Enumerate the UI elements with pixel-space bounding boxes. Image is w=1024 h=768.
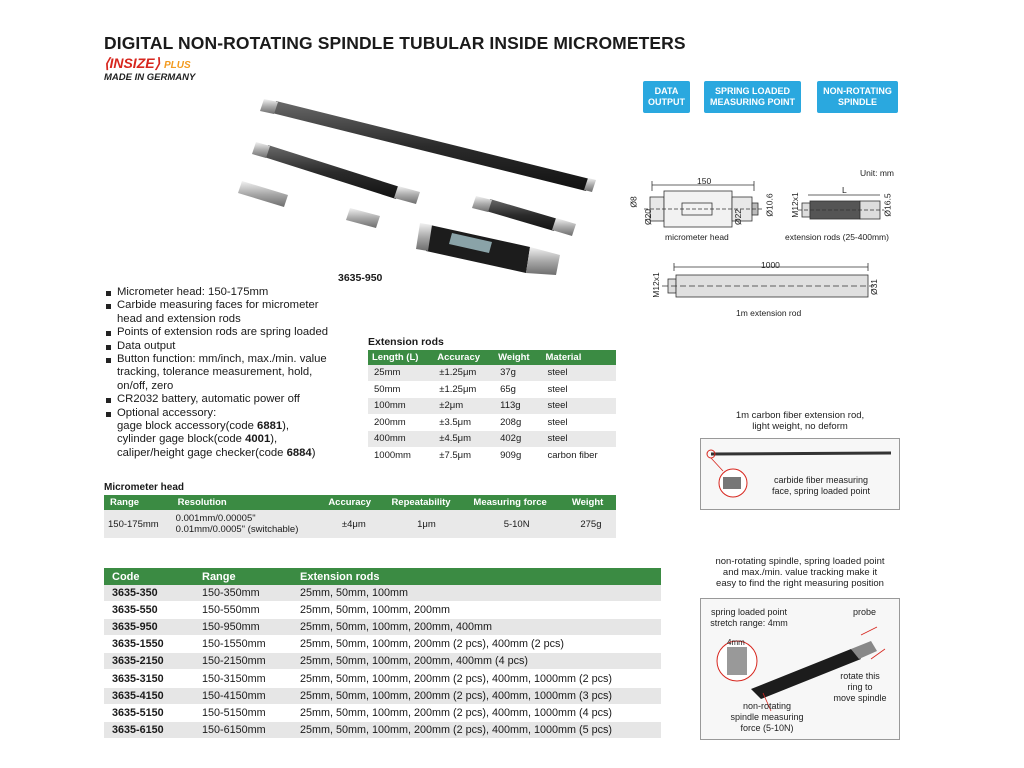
table-cell: 25mm, 50mm, 100mm, 200mm, 400mm (4 pcs): [292, 653, 661, 670]
model-code-table: [104, 568, 661, 739]
dimension-label: M12x1: [650, 272, 661, 298]
brand-logo: [104, 55, 191, 72]
table-cell: 208g: [494, 414, 541, 431]
list-item: CR2032 battery, automatic power off: [105, 393, 345, 406]
drawing-caption-1m: 1m extension rod: [736, 308, 802, 318]
feature-badge-data-output: DATA OUTPUT: [643, 81, 690, 113]
table-cell: 150-5150mm: [194, 704, 292, 721]
brand-plus: PLUS: [163, 60, 191, 71]
table-header-row: [368, 350, 616, 365]
table-row: [104, 585, 661, 602]
table-cell: steel: [541, 365, 616, 381]
table-cell: 65g: [494, 381, 541, 398]
accessory-code: 4001: [245, 433, 271, 446]
dimension-label: Ø8: [628, 196, 639, 208]
rod-25mm: [238, 181, 288, 207]
dimension-label: 1000: [761, 260, 780, 270]
table-cell: 150-6150mm: [194, 721, 292, 738]
list-item: Data output: [105, 340, 345, 353]
column-header: Accuracy: [433, 350, 494, 365]
table-cell: 25mm, 50mm, 100mm, 200mm: [292, 602, 661, 619]
feature-badge-spring-loaded: SPRING LOADED MEASURING POINT: [704, 81, 801, 113]
table-cell: 113g: [494, 398, 541, 415]
table-row: [368, 365, 616, 381]
table-cell: 3635-5150: [104, 704, 194, 721]
feature-badge-non-rotating: NON-ROTATING SPINDLE: [817, 81, 898, 113]
table-row: [104, 602, 661, 619]
stretch-callout: [705, 607, 793, 629]
carbon-note-line: light weight, no deform: [752, 421, 848, 432]
table-cell: 5-10N: [467, 510, 565, 538]
dimension-label: L: [842, 185, 847, 195]
table-cell: steel: [541, 381, 616, 398]
column-header: Material: [541, 350, 616, 365]
rotate-callout: [825, 671, 895, 704]
carbon-callout: [751, 475, 891, 497]
column-header: Resolution: [172, 495, 323, 510]
table-cell: 3635-3150: [104, 670, 194, 687]
dimension-label: Ø22: [733, 208, 744, 226]
table-cell: 150-4150mm: [194, 687, 292, 704]
table-cell: 400mm: [368, 431, 433, 448]
column-header: Measuring force: [467, 495, 565, 510]
accessory-code: 6881: [257, 420, 283, 433]
brand-arrows-icon: ⟨: [104, 55, 110, 71]
dimension-label: Ø10.6: [764, 193, 775, 217]
table-cell: 150-950mm: [194, 619, 292, 636]
table-row: [104, 636, 661, 653]
table-cell: 150-1550mm: [194, 636, 292, 653]
dimension-label: M12x1: [789, 192, 800, 218]
dimension-label: Ø20: [643, 208, 654, 226]
table-cell: 25mm, 50mm, 100mm, 200mm (2 pcs), 400mm, 1000mm (5 pcs): [292, 721, 661, 738]
carbon-rod-illustration: [701, 439, 899, 509]
list-item: Points of extension rods are spring loaded: [105, 326, 345, 339]
spindle-note-line: easy to find the right measuring position: [716, 578, 884, 589]
table-cell: 1μm: [385, 510, 467, 538]
table-row: [368, 381, 616, 398]
table-header-row: [104, 568, 661, 585]
table-cell: steel: [541, 431, 616, 448]
table-row: [104, 704, 661, 721]
table-cell: steel: [541, 414, 616, 431]
list-item: Micrometer head: 150-175mm: [105, 286, 345, 299]
table-cell: 150-3150mm: [194, 670, 292, 687]
micrometer-head: [416, 223, 560, 275]
stretch-callout-line: spring loaded point: [710, 607, 788, 617]
table-row: [104, 721, 661, 738]
column-header: Length (L): [368, 350, 433, 365]
micrometer-head-table: [104, 495, 616, 538]
product-model-label: 3635-950: [338, 272, 383, 284]
table-cell: 402g: [494, 431, 541, 448]
extension-rods-caption: Extension rods: [368, 336, 444, 348]
table-cell: 150-550mm: [194, 602, 292, 619]
nonrot-callout-line: spindle measuring: [730, 712, 804, 722]
table-row: [104, 687, 661, 704]
table-cell: carbon fiber: [541, 447, 616, 464]
table-cell: 25mm, 50mm, 100mm: [292, 585, 661, 602]
table-row: [368, 431, 616, 448]
table-cell: 3635-6150: [104, 721, 194, 738]
nonrot-callout: [719, 701, 815, 734]
table-row: [104, 670, 661, 687]
nonrot-callout-line: force (5-10N): [740, 723, 794, 733]
table-row: [368, 447, 616, 464]
rotate-callout-line: rotate this: [840, 671, 880, 681]
column-header: Weight: [494, 350, 541, 365]
table-cell: ±2μm: [433, 398, 494, 415]
table-cell: 100mm: [368, 398, 433, 415]
list-item: Carbide measuring faces for micrometer head and extension rods: [105, 299, 345, 326]
list-item: Button function: mm/inch, max./min. value tracking, tolerance measurement, hold, on/off, zero: [105, 353, 345, 393]
table-cell: 200mm: [368, 414, 433, 431]
accessory-text-end: ),: [270, 433, 278, 446]
table-cell: 25mm, 50mm, 100mm, 200mm (2 pcs), 400mm, 1000mm (2 pcs): [292, 670, 661, 687]
accessory-text: gage block accessory(code: [117, 420, 258, 433]
carbon-callout-line: face, spring loaded point: [771, 486, 871, 496]
accessory-text: caliper/height gage checker(code: [117, 446, 287, 459]
table-cell: 3635-1550: [104, 636, 194, 653]
resolution-value: 0.001mm/0.00005": [175, 513, 256, 524]
nonrot-callout-line: non-rotating: [742, 701, 792, 711]
table-cell: 3635-4150: [104, 687, 194, 704]
column-header: Repeatability: [385, 495, 467, 510]
drawing-caption-rods: extension rods (25-400mm): [785, 232, 889, 242]
feature-list: [105, 286, 345, 460]
table-cell: 275g: [566, 510, 616, 538]
column-header: Weight: [566, 495, 616, 510]
carbon-callout-line: carbide fiber measuring: [773, 475, 869, 485]
rotate-callout-line: move spindle: [833, 693, 887, 703]
table-cell: steel: [541, 398, 616, 415]
table-cell: 150-350mm: [194, 585, 292, 602]
rotate-callout-line: ring to: [847, 682, 873, 692]
table-cell: 3635-2150: [104, 653, 194, 670]
drawing-caption-head: micrometer head: [665, 232, 729, 242]
table-cell: 150-175mm: [104, 510, 172, 538]
list-item: [105, 407, 345, 461]
rod-50mm: [346, 208, 380, 228]
table-row: [104, 619, 661, 636]
column-header: Accuracy: [322, 495, 385, 510]
carbon-note-line: 1m carbon fiber extension rod,: [735, 410, 865, 421]
accessory-heading: Optional accessory:: [117, 406, 217, 419]
spindle-photo: [700, 598, 900, 740]
carbon-rod-photo: [700, 438, 900, 510]
resolution-value: 0.01mm/0.0005" (switchable): [175, 524, 299, 535]
table-cell: [172, 510, 323, 538]
rod-1000mm: [260, 99, 596, 192]
extension-rods-table: [368, 350, 616, 464]
table-cell: 37g: [494, 365, 541, 381]
table-cell: 25mm, 50mm, 100mm, 200mm (2 pcs), 400mm, 1000mm (3 pcs): [292, 687, 661, 704]
table-cell: 25mm, 50mm, 100mm, 200mm (2 pcs), 400mm (2 pcs): [292, 636, 661, 653]
table-cell: ±7.5μm: [433, 447, 494, 464]
table-cell: 25mm, 50mm, 100mm, 200mm, 400mm: [292, 619, 661, 636]
stretch-callout-line: stretch range: 4mm: [710, 618, 788, 628]
product-photo: [230, 95, 610, 285]
table-row: [104, 510, 616, 538]
spindle-note-line: and max./min. value tracking make it: [722, 567, 878, 578]
accessory-code: 6884: [286, 446, 312, 459]
table-cell: 909g: [494, 447, 541, 464]
probe-label: probe: [853, 607, 877, 617]
table-cell: 3635-350: [104, 585, 194, 602]
table-row: [368, 398, 616, 415]
unit-label: Unit: mm: [860, 168, 894, 178]
column-header: Range: [104, 495, 172, 510]
table-cell: ±3.5μm: [433, 414, 494, 431]
page-title: DIGITAL NON-ROTATING SPINDLE TUBULAR INSIDE MICROMETERS: [104, 33, 686, 53]
table-cell: ±4.5μm: [433, 431, 494, 448]
spindle-note: [690, 556, 910, 589]
table-row: [368, 414, 616, 431]
dimension-label: 150: [697, 176, 712, 186]
table-cell: 3635-950: [104, 619, 194, 636]
table-header-row: [104, 495, 616, 510]
table-cell: 1000mm: [368, 447, 433, 464]
table-cell: ±4μm: [322, 510, 385, 538]
table-cell: ±1.25μm: [433, 365, 494, 381]
table-row: [104, 653, 661, 670]
micrometer-head-caption: Micrometer head: [104, 482, 185, 493]
column-header: Range: [194, 568, 292, 585]
table-cell: ±1.25μm: [433, 381, 494, 398]
four-mm-label: 4mm: [727, 638, 745, 647]
accessory-text-end: ),: [282, 420, 290, 433]
accessory-text: cylinder gage block(code: [117, 433, 246, 446]
brand-arrows-icon: ⟩: [154, 55, 161, 71]
spindle-note-line: non-rotating spindle, spring loaded point: [715, 556, 885, 567]
column-header: Code: [104, 568, 194, 585]
table-cell: 150-2150mm: [194, 653, 292, 670]
table-cell: 25mm, 50mm, 100mm, 200mm (2 pcs), 400mm, 1000mm (4 pcs): [292, 704, 661, 721]
column-header: Extension rods: [292, 568, 661, 585]
rod-200mm: [472, 196, 576, 236]
accessory-text-end: ): [311, 446, 316, 459]
table-cell: 25mm: [368, 365, 433, 381]
made-in-label: MADE IN GERMANY: [104, 72, 196, 83]
dimension-label: Ø31: [869, 278, 880, 296]
dimension-label: Ø16.5: [882, 193, 893, 217]
brand-name: INSIZE: [109, 55, 155, 71]
table-cell: 50mm: [368, 381, 433, 398]
carbon-note: [690, 410, 910, 432]
table-cell: 3635-550: [104, 602, 194, 619]
